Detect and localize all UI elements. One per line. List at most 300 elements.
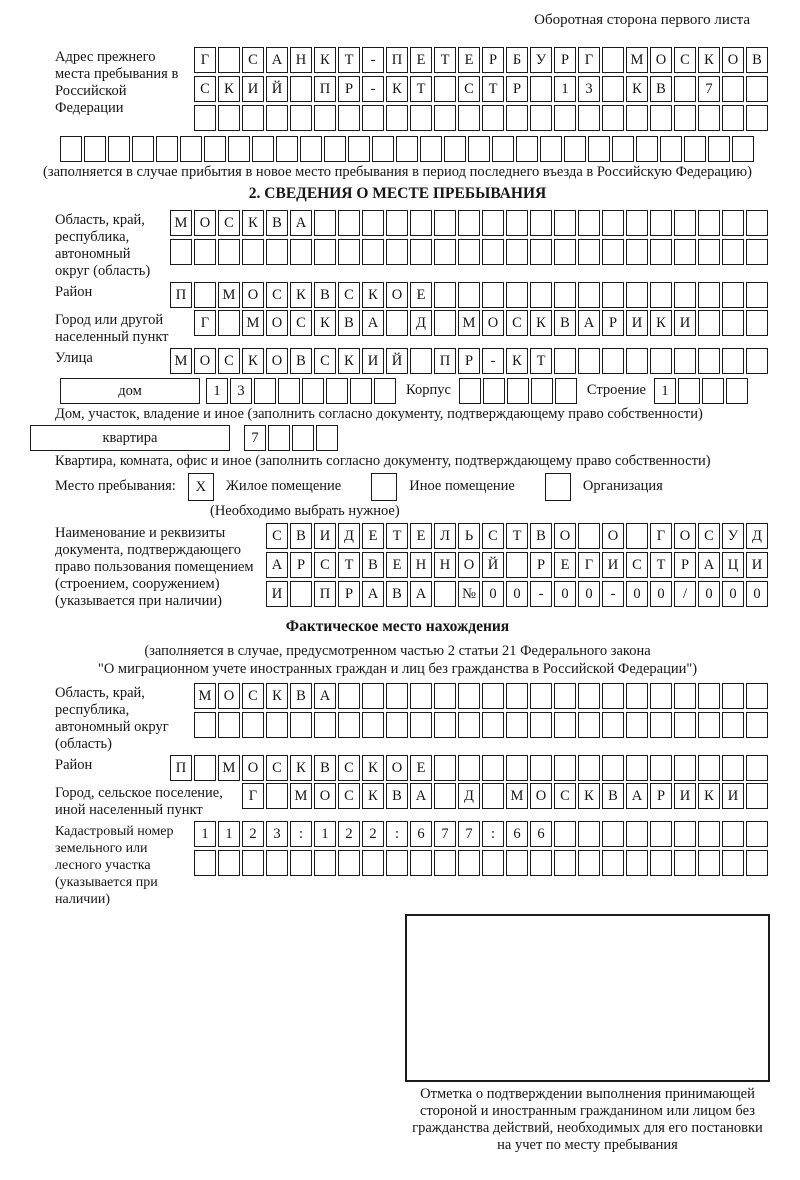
char-cell[interactable]: Т xyxy=(482,76,504,102)
char-cell[interactable]: П xyxy=(434,348,456,374)
char-cell[interactable] xyxy=(746,850,768,876)
char-cell[interactable]: Г xyxy=(650,523,672,549)
char-cell[interactable]: В xyxy=(746,47,768,73)
char-cell[interactable] xyxy=(698,850,720,876)
char-cell[interactable] xyxy=(458,105,480,131)
char-cell[interactable]: Т xyxy=(338,552,360,578)
char-cell[interactable]: В xyxy=(530,523,552,549)
char-cell[interactable] xyxy=(746,712,768,738)
char-cell[interactable] xyxy=(338,850,360,876)
char-cell[interactable] xyxy=(434,76,456,102)
char-cell[interactable] xyxy=(660,136,682,162)
char-cell[interactable] xyxy=(84,136,106,162)
char-cell[interactable]: П xyxy=(314,581,336,607)
char-cell[interactable] xyxy=(362,210,384,236)
char-cell[interactable] xyxy=(386,850,408,876)
char-cell[interactable] xyxy=(290,712,312,738)
char-cell[interactable] xyxy=(290,850,312,876)
char-cell[interactable]: О xyxy=(458,552,480,578)
char-cell[interactable]: О xyxy=(266,310,288,336)
char-cell[interactable]: - xyxy=(602,581,624,607)
char-cell[interactable] xyxy=(554,821,576,847)
char-cell[interactable] xyxy=(746,755,768,781)
stay-type-checkbox[interactable]: X xyxy=(188,473,214,501)
char-cell[interactable]: И xyxy=(674,310,696,336)
char-cell[interactable]: М xyxy=(506,783,528,809)
char-cell[interactable] xyxy=(578,712,600,738)
char-cell[interactable]: У xyxy=(722,523,744,549)
char-cell[interactable] xyxy=(194,239,216,265)
char-cell[interactable] xyxy=(410,712,432,738)
char-cell[interactable] xyxy=(554,850,576,876)
char-cell[interactable] xyxy=(674,348,696,374)
char-cell[interactable]: 1 xyxy=(554,76,576,102)
char-cell[interactable] xyxy=(316,425,338,451)
char-cell[interactable]: А xyxy=(266,552,288,578)
char-cell[interactable]: 1 xyxy=(218,821,240,847)
char-cell[interactable]: 6 xyxy=(530,821,552,847)
char-cell[interactable]: : xyxy=(482,821,504,847)
char-cell[interactable] xyxy=(156,136,178,162)
char-cell[interactable] xyxy=(218,712,240,738)
char-cell[interactable]: О xyxy=(386,755,408,781)
char-cell[interactable]: В xyxy=(314,755,336,781)
char-cell[interactable] xyxy=(650,712,672,738)
char-cell[interactable]: М xyxy=(218,755,240,781)
char-cell[interactable]: И xyxy=(746,552,768,578)
char-cell[interactable]: Р xyxy=(482,47,504,73)
char-cell[interactable] xyxy=(459,378,481,404)
char-cell[interactable] xyxy=(602,105,624,131)
char-cell[interactable] xyxy=(374,378,396,404)
char-cell[interactable] xyxy=(506,683,528,709)
char-cell[interactable]: Р xyxy=(290,552,312,578)
char-cell[interactable] xyxy=(722,348,744,374)
char-cell[interactable]: С xyxy=(506,310,528,336)
char-cell[interactable]: А xyxy=(578,310,600,336)
char-cell[interactable]: 0 xyxy=(482,581,504,607)
char-cell[interactable]: Ц xyxy=(722,552,744,578)
char-cell[interactable] xyxy=(698,821,720,847)
char-cell[interactable] xyxy=(410,683,432,709)
char-cell[interactable]: Й xyxy=(482,552,504,578)
char-cell[interactable]: К xyxy=(650,310,672,336)
char-cell[interactable]: В xyxy=(290,683,312,709)
char-cell[interactable]: № xyxy=(458,581,480,607)
char-cell[interactable] xyxy=(746,683,768,709)
char-cell[interactable]: 0 xyxy=(722,581,744,607)
char-cell[interactable] xyxy=(674,683,696,709)
char-cell[interactable] xyxy=(626,210,648,236)
char-cell[interactable] xyxy=(650,755,672,781)
char-cell[interactable]: С xyxy=(242,683,264,709)
char-cell[interactable] xyxy=(266,239,288,265)
char-cell[interactable] xyxy=(314,239,336,265)
char-cell[interactable] xyxy=(482,850,504,876)
char-cell[interactable]: О xyxy=(242,282,264,308)
char-cell[interactable]: 3 xyxy=(230,378,252,404)
char-cell[interactable] xyxy=(268,425,290,451)
char-cell[interactable]: 0 xyxy=(626,581,648,607)
char-cell[interactable]: К xyxy=(338,348,360,374)
char-cell[interactable]: В xyxy=(386,783,408,809)
char-cell[interactable] xyxy=(194,755,216,781)
char-cell[interactable]: М xyxy=(290,783,312,809)
char-cell[interactable] xyxy=(698,105,720,131)
char-cell[interactable] xyxy=(314,210,336,236)
char-cell[interactable]: М xyxy=(170,348,192,374)
char-cell[interactable] xyxy=(290,105,312,131)
char-cell[interactable]: Е xyxy=(362,523,384,549)
char-cell[interactable]: Т xyxy=(410,76,432,102)
char-cell[interactable]: С xyxy=(314,552,336,578)
char-cell[interactable] xyxy=(674,239,696,265)
char-cell[interactable] xyxy=(132,136,154,162)
char-cell[interactable]: М xyxy=(458,310,480,336)
char-cell[interactable] xyxy=(302,378,324,404)
char-cell[interactable]: 0 xyxy=(698,581,720,607)
char-cell[interactable]: : xyxy=(386,821,408,847)
char-cell[interactable] xyxy=(530,76,552,102)
char-cell[interactable]: К xyxy=(314,310,336,336)
char-cell[interactable] xyxy=(650,348,672,374)
char-cell[interactable] xyxy=(372,136,394,162)
char-cell[interactable] xyxy=(674,76,696,102)
char-cell[interactable]: В xyxy=(266,210,288,236)
char-cell[interactable]: К xyxy=(362,755,384,781)
char-cell[interactable]: - xyxy=(362,76,384,102)
char-cell[interactable] xyxy=(746,783,768,809)
char-cell[interactable] xyxy=(722,282,744,308)
char-cell[interactable] xyxy=(506,755,528,781)
char-cell[interactable] xyxy=(626,239,648,265)
char-cell[interactable] xyxy=(410,850,432,876)
char-cell[interactable]: Б xyxy=(506,47,528,73)
char-cell[interactable] xyxy=(746,310,768,336)
char-cell[interactable] xyxy=(674,210,696,236)
char-cell[interactable]: 1 xyxy=(654,378,676,404)
char-cell[interactable]: Е xyxy=(554,552,576,578)
char-cell[interactable] xyxy=(266,105,288,131)
char-cell[interactable] xyxy=(746,282,768,308)
char-cell[interactable]: П xyxy=(314,76,336,102)
char-cell[interactable]: В xyxy=(362,552,384,578)
char-cell[interactable] xyxy=(350,378,372,404)
char-cell[interactable] xyxy=(636,136,658,162)
char-cell[interactable] xyxy=(204,136,226,162)
char-cell[interactable]: Р xyxy=(602,310,624,336)
char-cell[interactable] xyxy=(732,136,754,162)
char-cell[interactable]: 0 xyxy=(554,581,576,607)
char-cell[interactable] xyxy=(602,683,624,709)
char-cell[interactable] xyxy=(698,348,720,374)
char-cell[interactable] xyxy=(434,683,456,709)
char-cell[interactable]: 0 xyxy=(578,581,600,607)
char-cell[interactable] xyxy=(602,755,624,781)
char-cell[interactable]: Т xyxy=(434,47,456,73)
char-cell[interactable]: А xyxy=(698,552,720,578)
char-cell[interactable]: О xyxy=(386,282,408,308)
char-cell[interactable] xyxy=(530,712,552,738)
char-cell[interactable]: Е xyxy=(410,755,432,781)
char-cell[interactable] xyxy=(266,783,288,809)
char-cell[interactable] xyxy=(506,712,528,738)
char-cell[interactable] xyxy=(554,105,576,131)
char-cell[interactable]: Е xyxy=(410,523,432,549)
char-cell[interactable]: С xyxy=(626,552,648,578)
char-cell[interactable] xyxy=(698,683,720,709)
char-cell[interactable] xyxy=(194,712,216,738)
char-cell[interactable] xyxy=(482,783,504,809)
char-cell[interactable]: Г xyxy=(242,783,264,809)
char-cell[interactable]: Р xyxy=(554,47,576,73)
char-cell[interactable]: Т xyxy=(650,552,672,578)
char-cell[interactable]: М xyxy=(194,683,216,709)
char-cell[interactable]: М xyxy=(626,47,648,73)
char-cell[interactable] xyxy=(458,850,480,876)
char-cell[interactable] xyxy=(554,712,576,738)
char-cell[interactable] xyxy=(314,105,336,131)
char-cell[interactable]: Р xyxy=(458,348,480,374)
char-cell[interactable] xyxy=(602,821,624,847)
char-cell[interactable] xyxy=(722,755,744,781)
char-cell[interactable] xyxy=(458,210,480,236)
char-cell[interactable]: О xyxy=(266,348,288,374)
char-cell[interactable] xyxy=(506,552,528,578)
char-cell[interactable]: С xyxy=(242,47,264,73)
char-cell[interactable] xyxy=(578,105,600,131)
char-cell[interactable]: Е xyxy=(410,282,432,308)
char-cell[interactable] xyxy=(468,136,490,162)
char-cell[interactable] xyxy=(434,210,456,236)
char-cell[interactable] xyxy=(218,310,240,336)
char-cell[interactable]: К xyxy=(242,348,264,374)
char-cell[interactable] xyxy=(698,239,720,265)
char-cell[interactable]: 7 xyxy=(458,821,480,847)
char-cell[interactable]: С xyxy=(338,282,360,308)
char-cell[interactable] xyxy=(626,850,648,876)
char-cell[interactable]: И xyxy=(674,783,696,809)
char-cell[interactable] xyxy=(434,239,456,265)
char-cell[interactable]: А xyxy=(626,783,648,809)
char-cell[interactable]: Ь xyxy=(458,523,480,549)
char-cell[interactable] xyxy=(314,712,336,738)
char-cell[interactable] xyxy=(554,239,576,265)
char-cell[interactable] xyxy=(530,850,552,876)
char-cell[interactable]: Д xyxy=(746,523,768,549)
char-cell[interactable]: / xyxy=(674,581,696,607)
char-cell[interactable]: 7 xyxy=(244,425,266,451)
char-cell[interactable]: Г xyxy=(194,47,216,73)
char-cell[interactable]: И xyxy=(266,581,288,607)
char-cell[interactable] xyxy=(564,136,586,162)
char-cell[interactable] xyxy=(108,136,130,162)
char-cell[interactable] xyxy=(530,210,552,236)
char-cell[interactable] xyxy=(290,76,312,102)
char-cell[interactable] xyxy=(554,348,576,374)
char-cell[interactable] xyxy=(530,683,552,709)
char-cell[interactable]: Е xyxy=(410,47,432,73)
char-cell[interactable] xyxy=(458,282,480,308)
char-cell[interactable]: Г xyxy=(578,47,600,73)
char-cell[interactable] xyxy=(338,239,360,265)
char-cell[interactable]: С xyxy=(482,523,504,549)
char-cell[interactable] xyxy=(386,239,408,265)
char-cell[interactable] xyxy=(348,136,370,162)
char-cell[interactable]: : xyxy=(290,821,312,847)
char-cell[interactable] xyxy=(434,310,456,336)
char-cell[interactable]: С xyxy=(674,47,696,73)
char-cell[interactable] xyxy=(362,712,384,738)
char-cell[interactable] xyxy=(60,136,82,162)
char-cell[interactable]: 6 xyxy=(410,821,432,847)
char-cell[interactable] xyxy=(578,348,600,374)
char-cell[interactable]: И xyxy=(242,76,264,102)
char-cell[interactable] xyxy=(482,683,504,709)
char-cell[interactable]: М xyxy=(242,310,264,336)
char-cell[interactable]: О xyxy=(722,47,744,73)
char-cell[interactable] xyxy=(254,378,276,404)
char-cell[interactable]: - xyxy=(362,47,384,73)
char-cell[interactable]: Т xyxy=(506,523,528,549)
char-cell[interactable]: К xyxy=(242,210,264,236)
char-cell[interactable] xyxy=(482,755,504,781)
char-cell[interactable]: С xyxy=(266,755,288,781)
char-cell[interactable]: Д xyxy=(410,310,432,336)
char-cell[interactable]: С xyxy=(290,310,312,336)
char-cell[interactable] xyxy=(410,210,432,236)
char-cell[interactable]: С xyxy=(218,210,240,236)
char-cell[interactable] xyxy=(746,76,768,102)
char-cell[interactable]: 7 xyxy=(698,76,720,102)
char-cell[interactable] xyxy=(674,282,696,308)
char-cell[interactable]: О xyxy=(314,783,336,809)
char-cell[interactable] xyxy=(578,282,600,308)
char-cell[interactable] xyxy=(602,210,624,236)
char-cell[interactable] xyxy=(612,136,634,162)
char-cell[interactable] xyxy=(242,712,264,738)
char-cell[interactable] xyxy=(507,378,529,404)
char-cell[interactable]: Г xyxy=(578,552,600,578)
char-cell[interactable]: Т xyxy=(338,47,360,73)
char-cell[interactable] xyxy=(708,136,730,162)
char-cell[interactable] xyxy=(626,282,648,308)
char-cell[interactable]: К xyxy=(386,76,408,102)
char-cell[interactable] xyxy=(530,105,552,131)
char-cell[interactable]: О xyxy=(218,683,240,709)
char-cell[interactable]: 2 xyxy=(242,821,264,847)
char-cell[interactable]: Т xyxy=(386,523,408,549)
char-cell[interactable] xyxy=(674,712,696,738)
stay-type-checkbox[interactable] xyxy=(545,473,571,501)
char-cell[interactable]: В xyxy=(386,581,408,607)
char-cell[interactable] xyxy=(410,239,432,265)
char-cell[interactable]: С xyxy=(194,76,216,102)
char-cell[interactable] xyxy=(722,105,744,131)
char-cell[interactable] xyxy=(482,282,504,308)
char-cell[interactable] xyxy=(578,210,600,236)
char-cell[interactable] xyxy=(650,850,672,876)
char-cell[interactable] xyxy=(290,581,312,607)
char-cell[interactable]: С xyxy=(338,755,360,781)
char-cell[interactable] xyxy=(362,683,384,709)
char-cell[interactable] xyxy=(410,105,432,131)
char-cell[interactable] xyxy=(554,210,576,236)
char-cell[interactable]: П xyxy=(170,755,192,781)
char-cell[interactable] xyxy=(180,136,202,162)
char-cell[interactable] xyxy=(266,712,288,738)
char-cell[interactable]: С xyxy=(218,348,240,374)
char-cell[interactable] xyxy=(506,282,528,308)
char-cell[interactable]: О xyxy=(194,210,216,236)
char-cell[interactable] xyxy=(684,136,706,162)
char-cell[interactable]: И xyxy=(722,783,744,809)
char-cell[interactable] xyxy=(722,821,744,847)
char-cell[interactable] xyxy=(242,105,264,131)
char-cell[interactable] xyxy=(746,821,768,847)
char-cell[interactable] xyxy=(218,850,240,876)
char-cell[interactable] xyxy=(602,282,624,308)
char-cell[interactable] xyxy=(218,239,240,265)
char-cell[interactable] xyxy=(396,136,418,162)
char-cell[interactable] xyxy=(458,755,480,781)
char-cell[interactable] xyxy=(650,821,672,847)
char-cell[interactable]: К xyxy=(266,683,288,709)
char-cell[interactable] xyxy=(626,821,648,847)
char-cell[interactable] xyxy=(602,348,624,374)
char-cell[interactable]: К xyxy=(578,783,600,809)
char-cell[interactable] xyxy=(410,348,432,374)
char-cell[interactable] xyxy=(386,210,408,236)
char-cell[interactable]: Р xyxy=(506,76,528,102)
char-cell[interactable]: О xyxy=(530,783,552,809)
char-cell[interactable] xyxy=(292,425,314,451)
char-cell[interactable] xyxy=(698,210,720,236)
char-cell[interactable] xyxy=(746,348,768,374)
char-cell[interactable] xyxy=(434,783,456,809)
char-cell[interactable] xyxy=(386,712,408,738)
char-cell[interactable] xyxy=(242,850,264,876)
char-cell[interactable] xyxy=(506,850,528,876)
char-cell[interactable]: А xyxy=(290,210,312,236)
char-cell[interactable] xyxy=(338,712,360,738)
char-cell[interactable] xyxy=(746,239,768,265)
char-cell[interactable] xyxy=(324,136,346,162)
char-cell[interactable] xyxy=(300,136,322,162)
char-cell[interactable]: О xyxy=(482,310,504,336)
char-cell[interactable] xyxy=(626,712,648,738)
char-cell[interactable] xyxy=(746,105,768,131)
char-cell[interactable] xyxy=(722,239,744,265)
char-cell[interactable] xyxy=(483,378,505,404)
char-cell[interactable] xyxy=(386,683,408,709)
char-cell[interactable] xyxy=(506,105,528,131)
char-cell[interactable] xyxy=(434,712,456,738)
char-cell[interactable] xyxy=(530,755,552,781)
char-cell[interactable] xyxy=(626,683,648,709)
char-cell[interactable]: 1 xyxy=(314,821,336,847)
char-cell[interactable]: 3 xyxy=(266,821,288,847)
char-cell[interactable] xyxy=(578,683,600,709)
char-cell[interactable]: Е xyxy=(386,552,408,578)
char-cell[interactable] xyxy=(698,712,720,738)
char-cell[interactable] xyxy=(722,850,744,876)
char-cell[interactable] xyxy=(290,239,312,265)
char-cell[interactable]: Р xyxy=(530,552,552,578)
char-cell[interactable] xyxy=(218,105,240,131)
char-cell[interactable]: А xyxy=(410,783,432,809)
char-cell[interactable]: Р xyxy=(674,552,696,578)
